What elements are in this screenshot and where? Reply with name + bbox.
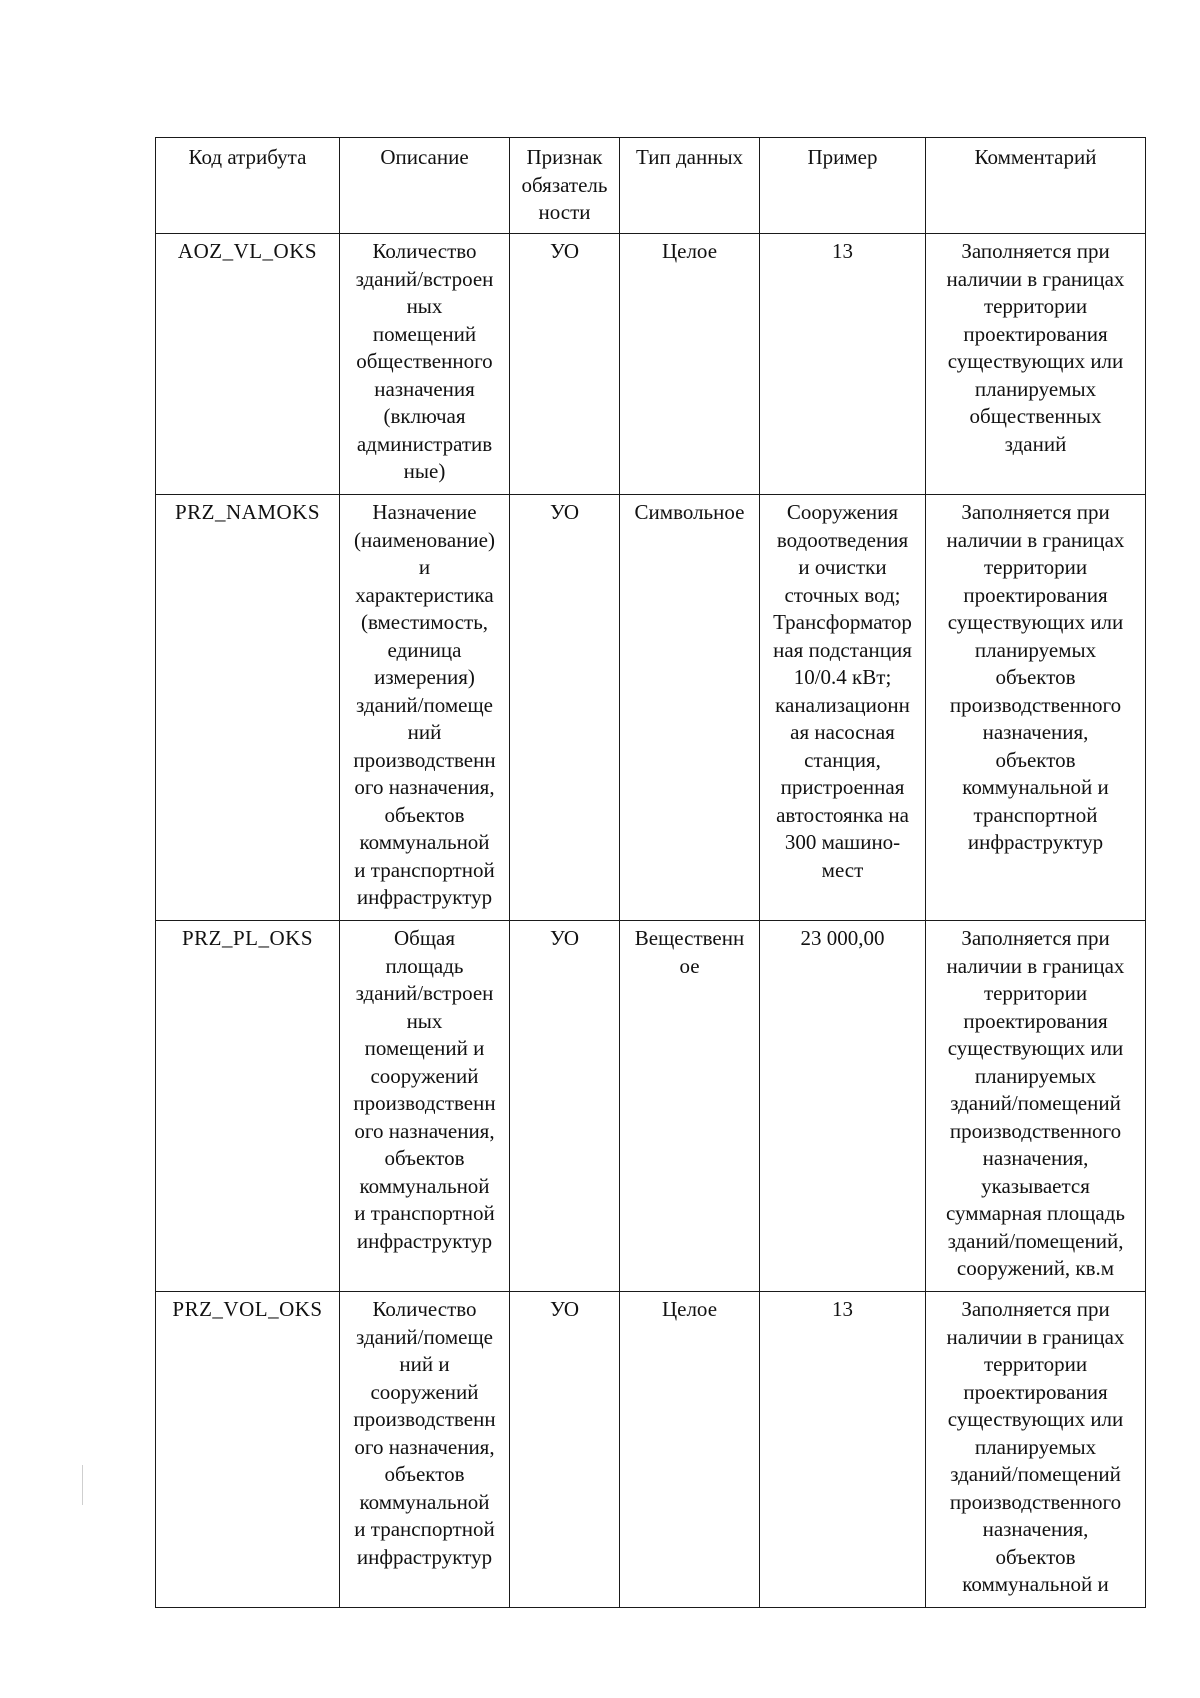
- description-cell: Общая площадь зданий/встроен ных помещений и сооружений производственн ого назначения, объектов коммунальной и транспортной инфраструктур: [340, 921, 510, 1292]
- required-cell: УО: [510, 1292, 620, 1608]
- table-row: [156, 234, 1146, 495]
- attribute-code-cell: AOZ_VL_OKS: [156, 234, 340, 495]
- table-header-row: [156, 138, 1146, 234]
- header-data-type: Тип данных: [620, 138, 760, 234]
- required-cell: УО: [510, 234, 620, 495]
- header-required-flag: Признак обязатель ности: [510, 138, 620, 234]
- header-example: Пример: [760, 138, 926, 234]
- attribute-table: [155, 137, 1146, 1608]
- data-type-cell: Вещественн ое: [620, 921, 760, 1292]
- header-description: Описание: [340, 138, 510, 234]
- comment-cell: Заполняется при наличии в границах территории проектирования существующих или планируемых объектов производственного назначения, объектов коммунальной и транспортной инфраструктур: [926, 495, 1146, 921]
- description-cell: Количество зданий/помеще ний и сооружений производственн ого назначения, объектов коммунальной и транспортной инфраструктур: [340, 1292, 510, 1608]
- table-row: [156, 495, 1146, 921]
- example-cell: Сооружения водоотведения и очистки сточных вод; Трансформатор ная подстанция 10/0.4 кВт; канализационн ая насосная станция, пристроенная автостоянка на 300 машино- мест: [760, 495, 926, 921]
- header-attribute-code: Код атрибута: [156, 138, 340, 234]
- table-row: [156, 1292, 1146, 1608]
- attribute-code-cell: PRZ_NAMOKS: [156, 495, 340, 921]
- required-cell: УО: [510, 921, 620, 1292]
- data-type-cell: Целое: [620, 1292, 760, 1608]
- required-cell: УО: [510, 495, 620, 921]
- header-comment: Комментарий: [926, 138, 1146, 234]
- scan-margin-mark: [82, 1465, 83, 1505]
- example-cell: 23 000,00: [760, 921, 926, 1292]
- example-cell: 13: [760, 234, 926, 495]
- comment-cell: Заполняется при наличии в границах территории проектирования существующих или планируемых общественных зданий: [926, 234, 1146, 495]
- description-cell: Количество зданий/встроен ных помещений общественного назначения (включая административ ные): [340, 234, 510, 495]
- description-cell: Назначение (наименование) и характеристика (вместимость, единица измерения) зданий/помеще ний производственн ого назначения, объектов коммунальной и транспортной инфраструктур: [340, 495, 510, 921]
- data-type-cell: Целое: [620, 234, 760, 495]
- comment-cell: Заполняется при наличии в границах территории проектирования существующих или планируемых зданий/помещений производственного назначения, объектов коммунальной и: [926, 1292, 1146, 1608]
- attribute-code-cell: PRZ_VOL_OKS: [156, 1292, 340, 1608]
- table-row: [156, 921, 1146, 1292]
- comment-cell: Заполняется при наличии в границах территории проектирования существующих или планируемых зданий/помещений производственного назначения, указывается суммарная площадь зданий/помещений, сооружений, кв.м: [926, 921, 1146, 1292]
- attribute-code-cell: PRZ_PL_OKS: [156, 921, 340, 1292]
- example-cell: 13: [760, 1292, 926, 1608]
- data-type-cell: Символьное: [620, 495, 760, 921]
